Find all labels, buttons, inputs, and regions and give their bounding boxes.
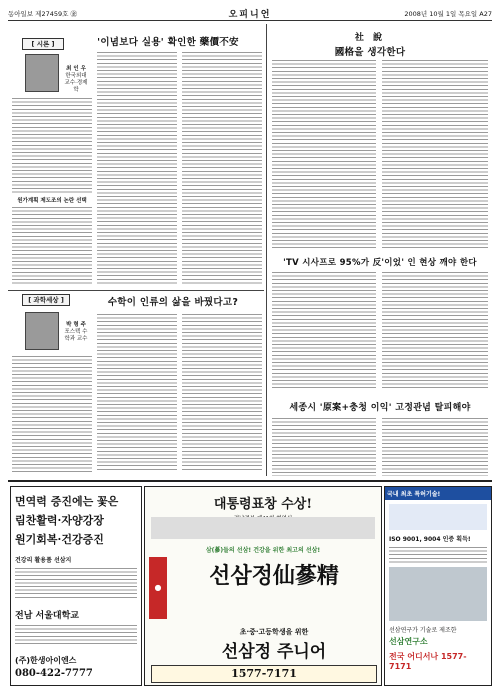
column1-text-b (12, 207, 92, 285)
ad-center (144, 486, 382, 686)
editorial-headline-3: 세종시 '原案+충청 이익' 고정관념 탈피해야 (289, 403, 471, 413)
editorial-label: 社 說 (354, 33, 386, 43)
ad-center-brand: 선삼정仙蔘精 (209, 563, 339, 589)
ad-left-brand: (주)한생아이엔스 (15, 656, 77, 665)
ad-right-top: 국내 최초 특허기술! (385, 487, 491, 500)
editorial-headline-2: 'TV 시사프로 95%가 反'이었' 인 현상 깨야 한다 (283, 258, 477, 268)
ad-center-tag: 삼(蔘)들의 선삼! 건강을 위한 최고의 선삼! (205, 547, 321, 554)
ad-center-badge: ● (149, 557, 167, 619)
column2-text-c (182, 314, 262, 472)
divider (8, 290, 264, 291)
paper-issue: 동아일보 제27459호 ㊎ (8, 10, 77, 18)
ad-center-sub2: 초·중·고등학생을 위한 (239, 628, 309, 636)
page-date: 2008년 10월 1일 목요일 A27 (404, 10, 492, 18)
editorial-2-text-a (272, 272, 376, 390)
ad-right-mid: 선삼연구가 기술로 제조한 (389, 627, 457, 634)
column1-byline (62, 66, 90, 94)
column1-author-photo (25, 54, 59, 92)
column1-subhead: 원가계획 제도조의 논란 선택 (17, 198, 87, 204)
ad-right-group-photo (389, 567, 487, 621)
ad-left-line3: 원기회복·건강증진 (15, 533, 104, 546)
editorial-2-text-b (382, 272, 488, 390)
column2-byline (62, 322, 90, 343)
ad-left-line2: 림찬활력·자양강장 (15, 514, 104, 527)
column-divider (266, 24, 267, 476)
column2-author: 박 형 주 (66, 322, 86, 328)
ad-left-line5: 전남 서울대학교 (15, 611, 79, 621)
editorial-headline-1: 國格을 생각한다 (334, 47, 406, 58)
section-title: 오피니언 (228, 10, 272, 20)
ad-right-phone: 전국 어디서나 1577-7171 (389, 652, 467, 671)
ad-center-product-photo (151, 517, 375, 539)
column2-text-b (97, 314, 177, 472)
editorial-3-text-b (382, 418, 488, 476)
ad-left-phone: 080-422-7777 (15, 668, 93, 679)
ad-divider (8, 480, 492, 482)
ad-right-cert: ISO 9001, 9004 인증 획득! (389, 536, 471, 543)
column1-section: [ 시론 ] (22, 38, 64, 50)
ad-left-text (15, 568, 137, 600)
ad-right-cert-image (389, 504, 487, 530)
ad-center-banner: 대통령표창 수상! (213, 497, 313, 512)
column1-author: 최 인 우 (66, 66, 86, 72)
editorial-1-text-a (272, 60, 376, 250)
column1-author-title: 한국외대 교수·경제학 (64, 73, 88, 93)
column1-text-d (182, 52, 262, 285)
ad-right (384, 486, 492, 686)
column1-headline: '이념보다 실용' 확인한 藥價不安 (97, 37, 239, 48)
ad-left-line1: 면역력 증진에는 꽃은 (15, 495, 119, 508)
ad-left-text-2 (15, 625, 137, 645)
ad-center-brand2: 선삼정 주니어 (221, 642, 327, 662)
column2-author-photo (25, 312, 59, 350)
ad-left-line4: 건강리 활용품 선삼지 (15, 557, 72, 564)
page-header (8, 6, 492, 21)
ad-right-brand: 선삼연구소 (389, 637, 428, 646)
column1-text-a (12, 98, 92, 193)
column2-section: [ 과학세상 ] (22, 294, 70, 306)
column2-headline: 수학이 인류의 삶을 바꿨다고? (107, 297, 239, 308)
ad-center-phone: 1577-7171 (151, 665, 377, 683)
ad-left (10, 486, 142, 686)
column2-author-title: 포스텍 수학과 교수 (64, 329, 88, 342)
ad-right-text (389, 547, 487, 563)
column1-text-c (97, 52, 177, 285)
editorial-3-text-a (272, 418, 376, 476)
column2-text-a (12, 356, 92, 472)
editorial-1-text-b (382, 60, 488, 250)
